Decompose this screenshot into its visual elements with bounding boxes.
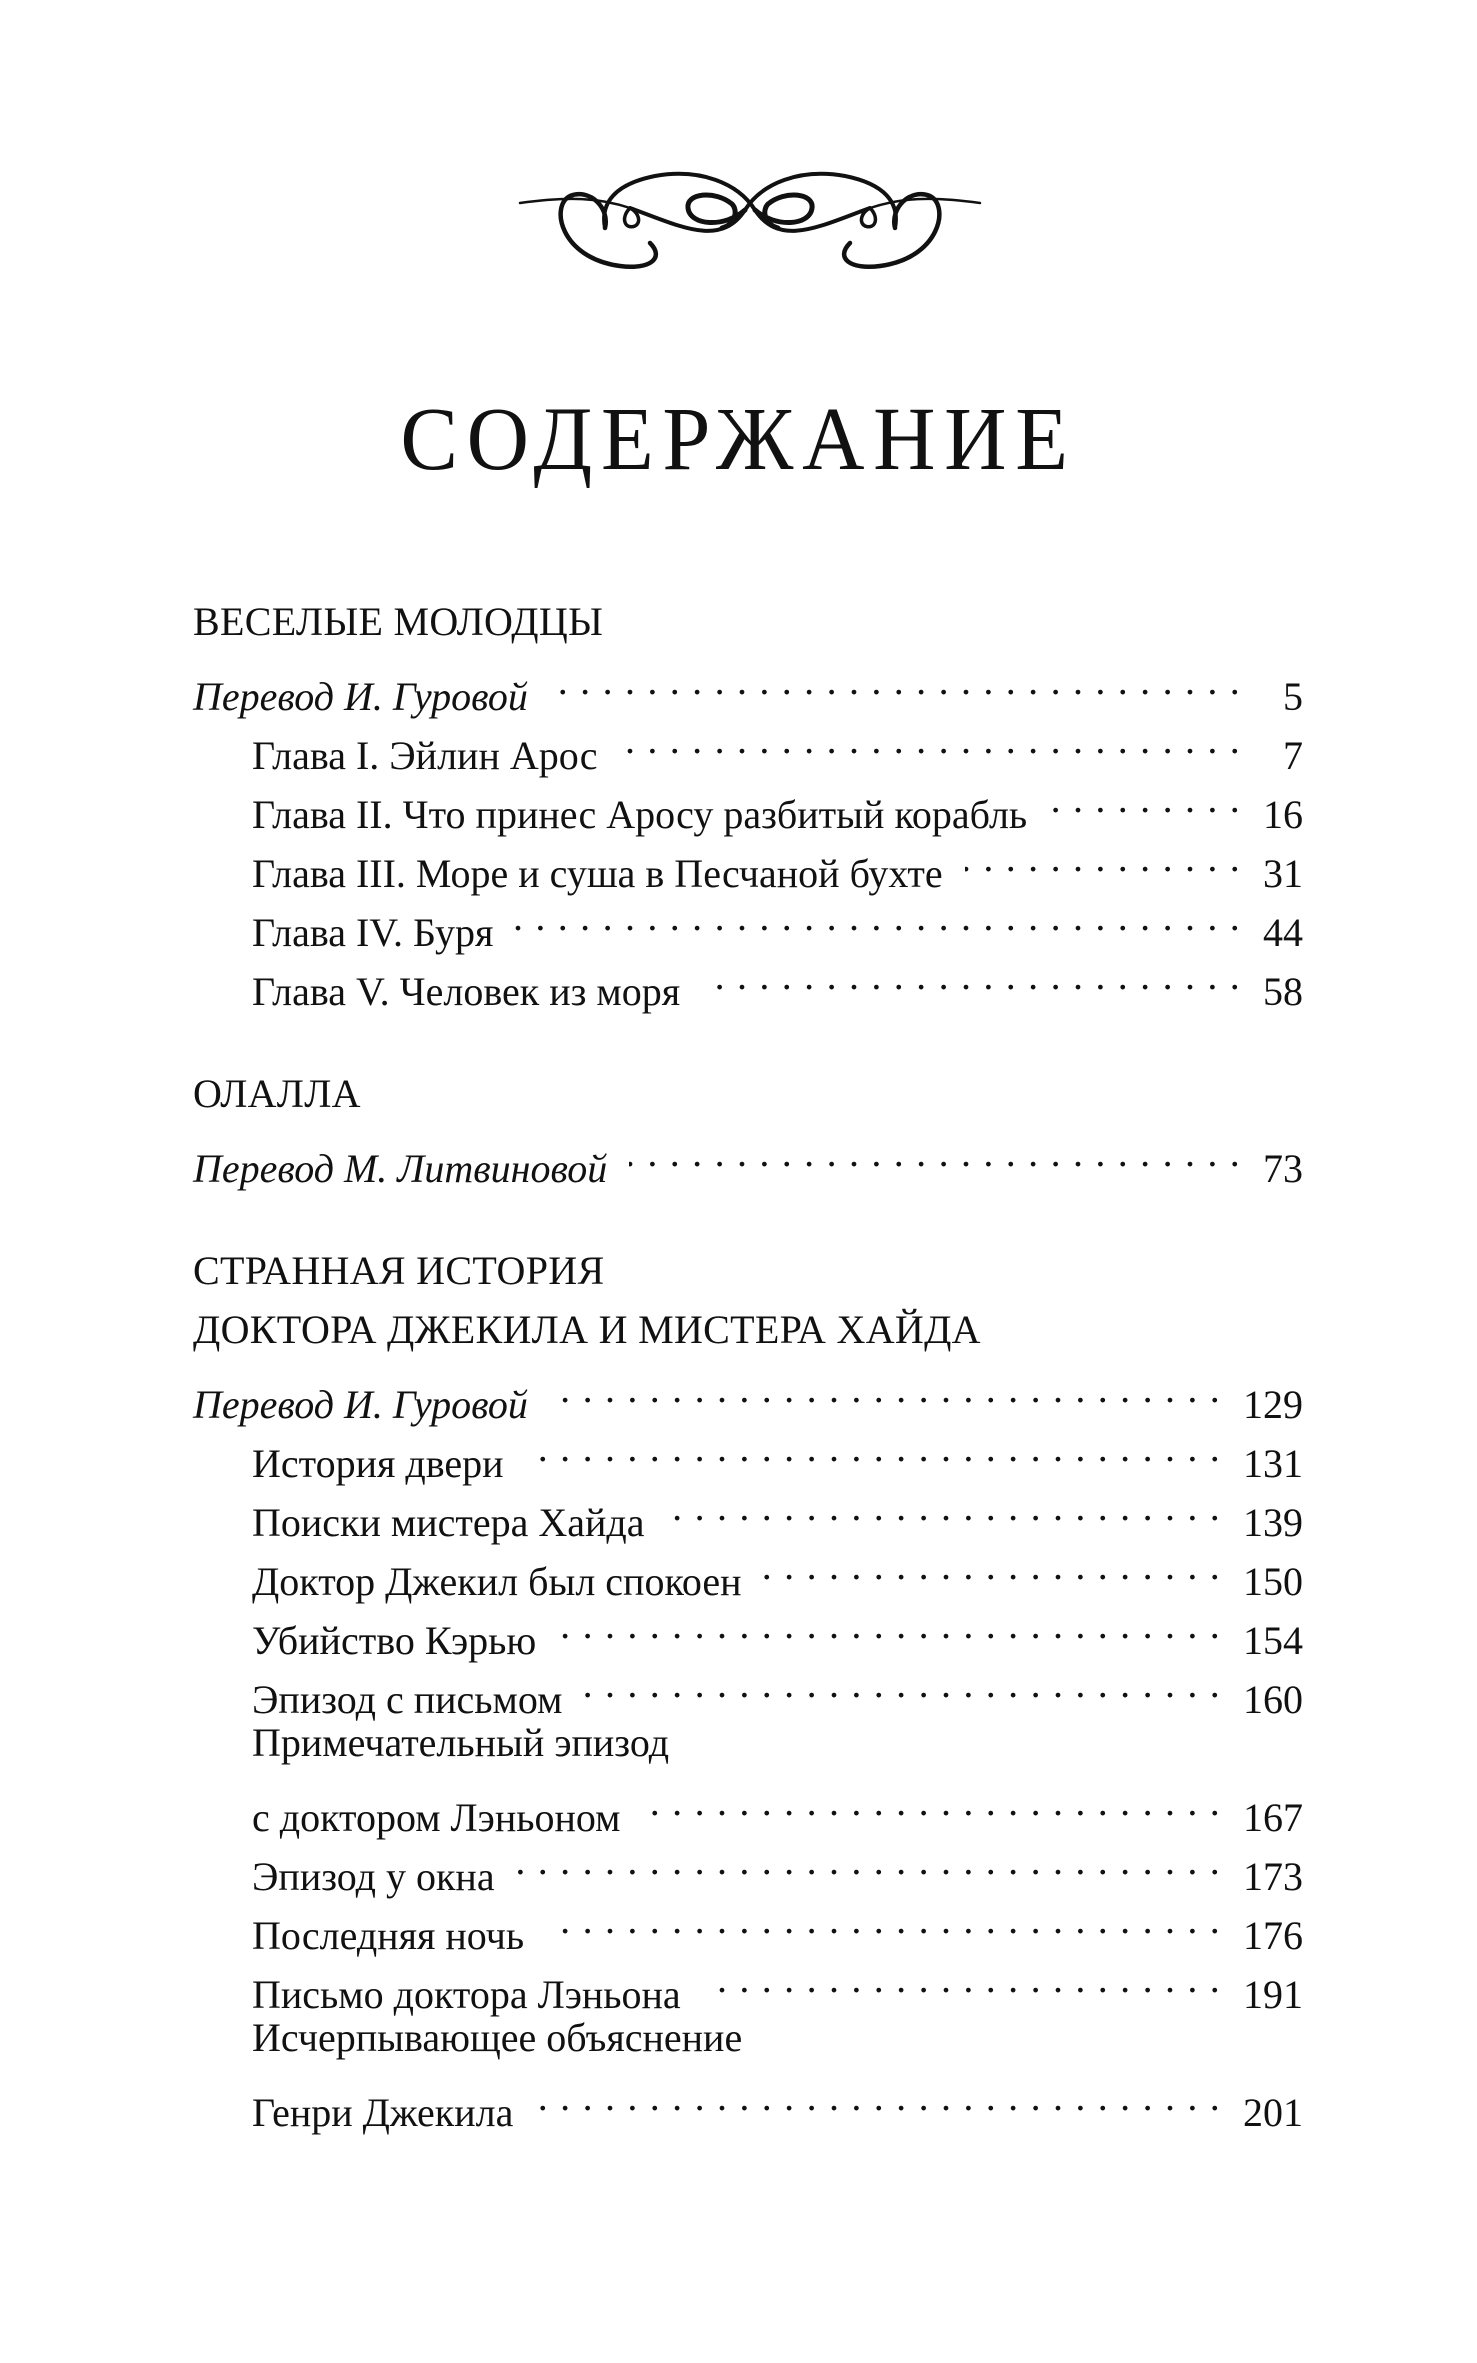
toc-entry[interactable] [193, 1477, 1303, 1545]
toc-entry[interactable] [193, 1654, 1303, 1722]
toc-section-veselye-molodtsy [193, 592, 1303, 1014]
page-number: 5 [1283, 674, 1303, 719]
section-heading-text: ОЛАЛЛА [193, 1071, 361, 1116]
page-number: 7 [1283, 733, 1303, 778]
section-heading-continued[interactable] [193, 1300, 1303, 1359]
page-number: 58 [1263, 969, 1303, 1014]
toc-entry[interactable] [193, 1831, 1303, 1899]
toc-entry[interactable] [193, 1949, 1303, 2017]
dot-leader [965, 828, 1241, 887]
page-number: 176 [1243, 1913, 1303, 1958]
dot-leader [667, 1477, 1222, 1536]
entry-title: Глава I. Эйлин Арос [252, 733, 598, 778]
dot-leader [584, 1654, 1221, 1713]
section-heading-text: ДОКТОРА ДЖЕКИЛА И МИСТЕРА ХАЙДА [193, 1307, 981, 1352]
entry-title: Генри Джекила [252, 2090, 514, 2135]
toc-entry[interactable] [193, 1418, 1303, 1486]
page-number: 191 [1243, 1972, 1303, 2017]
page-number: 167 [1243, 1795, 1303, 1840]
page-number: 201 [1243, 2090, 1303, 2135]
page-number: 73 [1263, 1146, 1303, 1191]
dot-leader [764, 1536, 1222, 1595]
flourish-ornament-icon [500, 148, 1000, 288]
page-number: 16 [1263, 792, 1303, 837]
page-number: 129 [1243, 1382, 1303, 1427]
page-number: 44 [1263, 910, 1303, 955]
toc-entry[interactable] [193, 1536, 1303, 1604]
page-number: 160 [1243, 1677, 1303, 1722]
toc-entry-translator[interactable] [193, 651, 1303, 719]
section-heading[interactable] [193, 592, 1303, 651]
dot-leader [558, 1595, 1221, 1654]
toc-entry[interactable] [193, 2067, 1303, 2135]
dot-leader [550, 651, 1241, 710]
toc-entry[interactable] [193, 1595, 1303, 1663]
entry-title: Глава IV. Буря [252, 910, 494, 955]
entry-title: Убийство Кэрью [252, 1618, 537, 1663]
page-number: 31 [1263, 851, 1303, 896]
dot-leader [629, 1123, 1241, 1182]
dot-leader [546, 1890, 1221, 1949]
entry-title: Перевод М. Литвиновой [193, 1146, 608, 1191]
section-heading[interactable] [193, 1064, 1303, 1123]
entry-title: Примечательный эпизод [252, 1720, 670, 1765]
table-of-contents [193, 592, 1303, 2135]
toc-section-jekyll-hyde [193, 1241, 1303, 2135]
page-number: 154 [1243, 1618, 1303, 1663]
section-heading-text: ВЕСЕЛЫЕ МОЛОДЦЫ [193, 599, 604, 644]
entry-title: Последняя ночь [252, 1913, 525, 1958]
dot-leader [642, 1772, 1221, 1831]
toc-entry[interactable] [193, 710, 1303, 778]
dot-leader [535, 2067, 1221, 2126]
page-number: 139 [1243, 1500, 1303, 1545]
page-number: 131 [1243, 1441, 1303, 1486]
dot-leader [620, 710, 1242, 769]
page-title: СОДЕРЖАНИЕ [400, 390, 1077, 489]
toc-entry[interactable] [193, 887, 1303, 955]
dot-leader [515, 887, 1241, 946]
toc-entry[interactable] [193, 1772, 1303, 1840]
entry-title: Письмо доктора Лэньона [252, 1972, 681, 2017]
dot-leader [1049, 769, 1241, 828]
toc-entry-translator[interactable] [193, 1359, 1303, 1427]
entry-title: Эпизод у окна [252, 1854, 495, 1899]
toc-entry[interactable] [193, 769, 1303, 837]
toc-section-olalla [193, 1064, 1303, 1191]
entry-title: История двери [252, 1441, 504, 1486]
dot-leader [702, 946, 1241, 1005]
toc-entry[interactable] [193, 946, 1303, 1014]
entry-title: Перевод И. Гуровой [193, 674, 528, 719]
entry-title: Перевод И. Гуровой [193, 1382, 528, 1427]
dot-leader [550, 1359, 1221, 1418]
toc-entry-translator[interactable] [193, 1123, 1303, 1191]
section-heading-text: СТРАННАЯ ИСТОРИЯ [193, 1248, 605, 1293]
entry-title: Доктор Джекил был спокоен [252, 1559, 742, 1604]
dot-leader [526, 1418, 1221, 1477]
toc-entry[interactable] [193, 1890, 1303, 1958]
entry-title: с доктором Лэньоном [252, 1795, 621, 1840]
toc-entry-first-line[interactable] [193, 2008, 1303, 2067]
toc-entry-first-line[interactable] [193, 1713, 1303, 1772]
dot-leader [703, 1949, 1221, 2008]
dot-leader [517, 1831, 1221, 1890]
entry-title: Глава II. Что принес Аросу разбитый корабль [252, 792, 1028, 837]
page-number: 150 [1243, 1559, 1303, 1604]
entry-title: Эпизод с письмом [252, 1677, 563, 1722]
entry-title: Поиски мистера Хайда [252, 1500, 645, 1545]
section-heading[interactable] [193, 1241, 1303, 1300]
page-number: 173 [1243, 1854, 1303, 1899]
entry-title: Глава III. Море и суша в Песчаной бухте [252, 851, 943, 896]
toc-entry[interactable] [193, 828, 1303, 896]
entry-title: Исчерпывающее объяснение [252, 2015, 743, 2060]
entry-title: Глава V. Человек из моря [252, 969, 681, 1014]
